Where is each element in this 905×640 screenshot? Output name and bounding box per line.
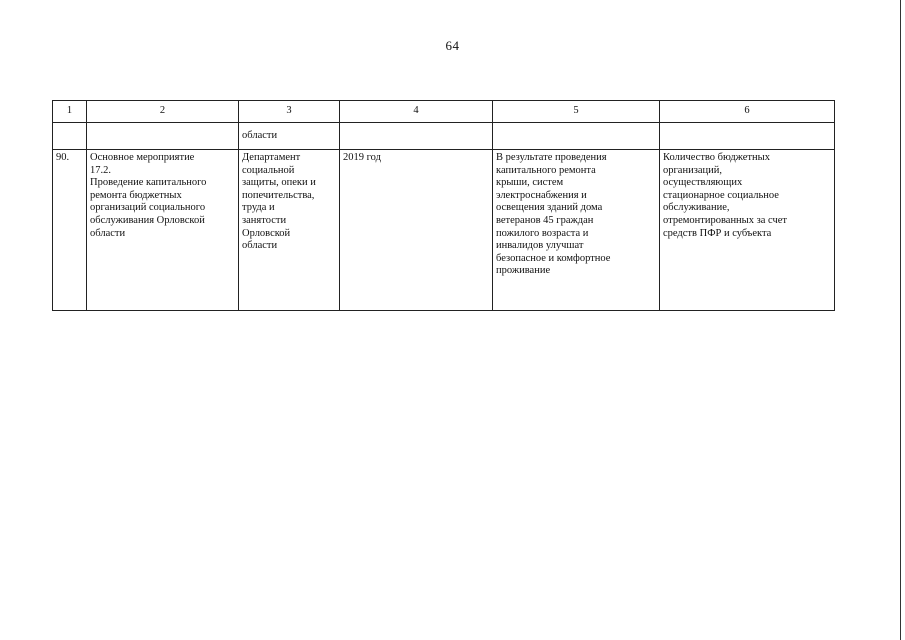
measure-line: обслуживания Орловской: [90, 214, 205, 226]
table-row: [53, 150, 835, 311]
result-line: пожилого возраста и: [496, 227, 589, 239]
executor-line: труда и: [242, 202, 275, 214]
measure-line: 17.2.: [90, 164, 111, 176]
indicator-line: Количество бюджетных: [663, 152, 770, 163]
measure-line: Проведение капитального: [90, 177, 207, 189]
continuation-cell-1: [53, 123, 87, 150]
result-line: В результате проведения: [496, 152, 607, 163]
header-cell-1: 1: [53, 101, 87, 123]
table-header-row: [53, 101, 835, 123]
indicator-line: стационарное социальное: [663, 189, 779, 201]
result-line: капитального ремонта: [496, 164, 596, 176]
result-line: электроснабжения и: [496, 189, 587, 201]
indicator-line: осуществляющих: [663, 177, 743, 189]
header-cell-3: 3: [239, 101, 340, 123]
period-line: 2019 год: [343, 152, 381, 163]
result-line: освещения зданий дома: [496, 202, 603, 214]
continuation-row: [53, 123, 835, 150]
result-line: инвалидов улучшат: [496, 240, 584, 252]
row-number: 90.: [56, 152, 70, 163]
executor-line: попечительства,: [242, 189, 315, 201]
continuation-cell-4: [340, 123, 493, 150]
header-cell-4: 4: [340, 101, 493, 123]
result-line: проживание: [496, 265, 551, 277]
measure-line: области: [90, 227, 126, 239]
result-cell: [493, 150, 660, 311]
row-number-cell: [53, 150, 87, 311]
continuation-cell-6: [660, 123, 835, 150]
executor-line: Орловской: [242, 227, 291, 239]
scan-edge-line: [900, 0, 901, 640]
header-cell-6: 6: [660, 101, 835, 123]
header-cell-2: 2: [87, 101, 239, 123]
indicator-line: отремонтированных за счет: [663, 214, 788, 226]
period-cell: [340, 150, 493, 311]
executor-line: области: [242, 240, 278, 252]
measure-line: организаций социального: [90, 202, 206, 214]
header-cell-5: 5: [493, 101, 660, 123]
measure-line: ремонта бюджетных: [90, 189, 182, 201]
indicator-line: средств ПФР и субъекта: [663, 227, 772, 239]
indicator-cell: [660, 150, 835, 311]
indicator-line: организаций,: [663, 164, 722, 176]
page-number: 64: [445, 38, 460, 53]
result-line: безопасное и комфортное: [496, 252, 611, 264]
executor-line: социальной: [242, 164, 295, 176]
measure-cell: [87, 150, 239, 311]
document-table: [52, 100, 835, 311]
indicator-line: обслуживание,: [663, 202, 730, 214]
result-line: крыши, систем: [496, 177, 564, 189]
executor-line: занятости: [242, 214, 287, 226]
executor-line: Департамент: [242, 152, 301, 163]
continuation-cell-5: [493, 123, 660, 150]
measure-line: Основное мероприятие: [90, 152, 195, 163]
result-line: ветеранов 45 граждан: [496, 214, 594, 226]
executor-cell: [239, 150, 340, 311]
continuation-cell-2: [87, 123, 239, 150]
executor-line: защиты, опеки и: [242, 177, 316, 189]
continuation-cell-3: области: [239, 123, 340, 150]
